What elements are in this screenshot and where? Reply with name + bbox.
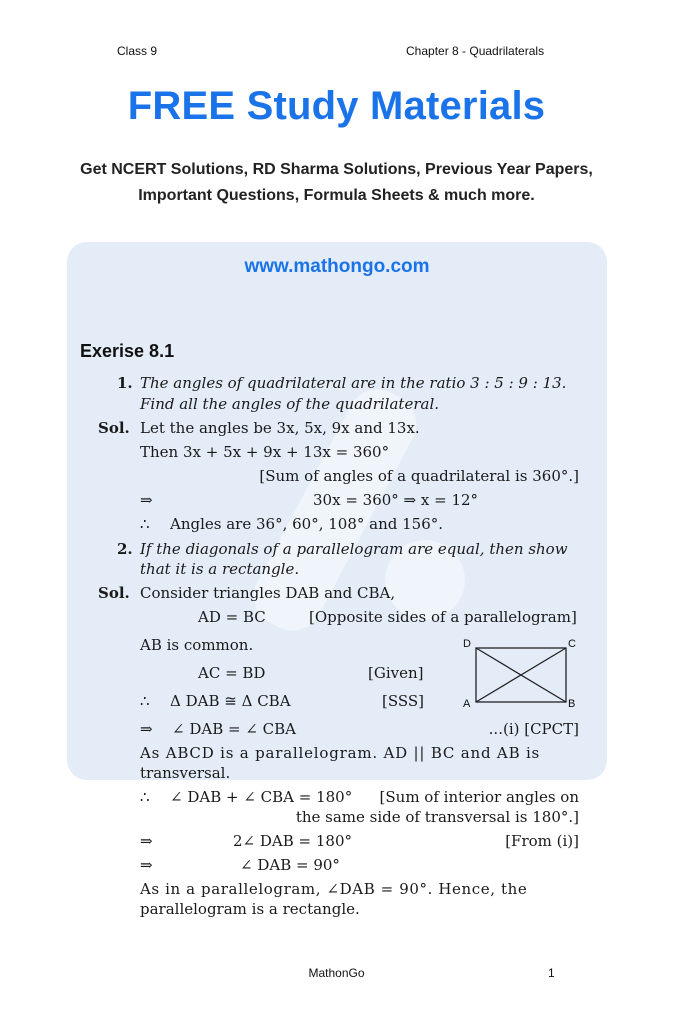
label-c: C xyxy=(568,638,576,650)
sol1-label: Sol. xyxy=(98,419,130,437)
footer-site: MathonGo xyxy=(308,966,365,980)
sol2-congruent-reason: [SSS] xyxy=(382,692,425,710)
q1-number: 1. xyxy=(117,374,133,392)
q1-line1: The angles of quadrilateral are in the ratio 3 : 5 : 9 : 13. xyxy=(140,374,567,392)
q2-line2: that it is a rectangle. xyxy=(140,560,300,578)
sol1-therefore: ∴ xyxy=(140,515,150,533)
label-d: D xyxy=(463,638,471,650)
q1-line2: Find all the angles of the quadrilateral. xyxy=(140,395,440,413)
sol2-implies2: ⇒ xyxy=(140,832,153,850)
website-link[interactable]: www.mathongo.com xyxy=(244,256,430,277)
sol2-para-line1: As ABCD is a parallelogram. AD || BC and AB is xyxy=(140,744,541,762)
sol1-line3: [Sum of angles of a quadrilateral is 360°.] xyxy=(259,467,579,485)
label-a: A xyxy=(463,698,471,710)
sol2-para-line2: transversal. xyxy=(140,764,231,782)
sol2-conclusion2: parallelogram is a rectangle. xyxy=(140,900,360,918)
banner-subtitle-line2: Important Questions, Formula Sheets & much more. xyxy=(138,187,535,204)
sol2-sum-eq: ∠ DAB + ∠ CBA = 180° xyxy=(170,788,353,806)
sol2-implies3: ⇒ xyxy=(140,856,153,874)
label-b: B xyxy=(568,698,576,710)
sol2-congruent: Δ DAB ≅ Δ CBA xyxy=(170,692,291,710)
sol1-line5: Angles are 36°, 60°, 108° and 156°. xyxy=(170,515,444,533)
q2-line1: If the diagonals of a parallelogram are equal, then show xyxy=(140,540,568,558)
sol2-label: Sol. xyxy=(98,584,130,602)
sol2-sum-reason1: [Sum of interior angles on xyxy=(379,788,579,806)
sol2-therefore1: ∴ xyxy=(140,692,150,710)
sol2-sum-reason2: the same side of transversal is 180°.] xyxy=(295,808,579,826)
sol2-ad-bc: AD = BC xyxy=(198,608,266,626)
sol2-implies1: ⇒ xyxy=(140,720,153,738)
chapter-label: Chapter 8 - Quadrilaterals xyxy=(406,44,545,58)
sol2-ab-common: AB is common. xyxy=(140,636,254,654)
sol1-line1: Let the angles be 3x, 5x, 9x and 13x. xyxy=(140,419,420,437)
class-label: Class 9 xyxy=(117,44,158,58)
rectangle-diagram xyxy=(455,634,585,714)
sol2-ac-bd-reason: [Given] xyxy=(368,664,424,682)
sol2-final-eq: ∠ DAB = 90° xyxy=(240,856,340,874)
q2-number: 2. xyxy=(117,540,133,558)
sol2-angle-eq: ∠ DAB = ∠ CBA xyxy=(172,720,296,738)
sol2-ad-bc-reason: [Opposite sides of a parallelogram] xyxy=(309,608,577,626)
sol2-angle-eq-reason: ...(i) [CPCT] xyxy=(488,720,579,738)
section-heading: Exerise 8.1 xyxy=(80,341,175,361)
banner-title: FREE Study Materials xyxy=(127,84,546,128)
banner-subtitle-line1: Get NCERT Solutions, RD Sharma Solutions, Previous Year Papers, xyxy=(80,161,593,178)
sol2-double-reason: [From (i)] xyxy=(505,832,579,850)
sol2-double-eq: 2∠ DAB = 180° xyxy=(233,832,352,850)
sol1-implies: ⇒ xyxy=(140,491,153,509)
sol2-conclusion1: As in a parallelogram, ∠DAB = 90°. Hence, the xyxy=(140,880,528,898)
sol2-ac-bd: AC = BD xyxy=(198,664,266,682)
sol1-line4: 30x = 360° ⇒ x = 12° xyxy=(313,491,479,509)
sol2-therefore2: ∴ xyxy=(140,788,150,806)
sol2-line1: Consider triangles DAB and CBA, xyxy=(140,584,396,602)
page-number: 1 xyxy=(548,966,555,980)
sol1-line2: Then 3x + 5x + 9x + 13x = 360° xyxy=(140,443,390,461)
